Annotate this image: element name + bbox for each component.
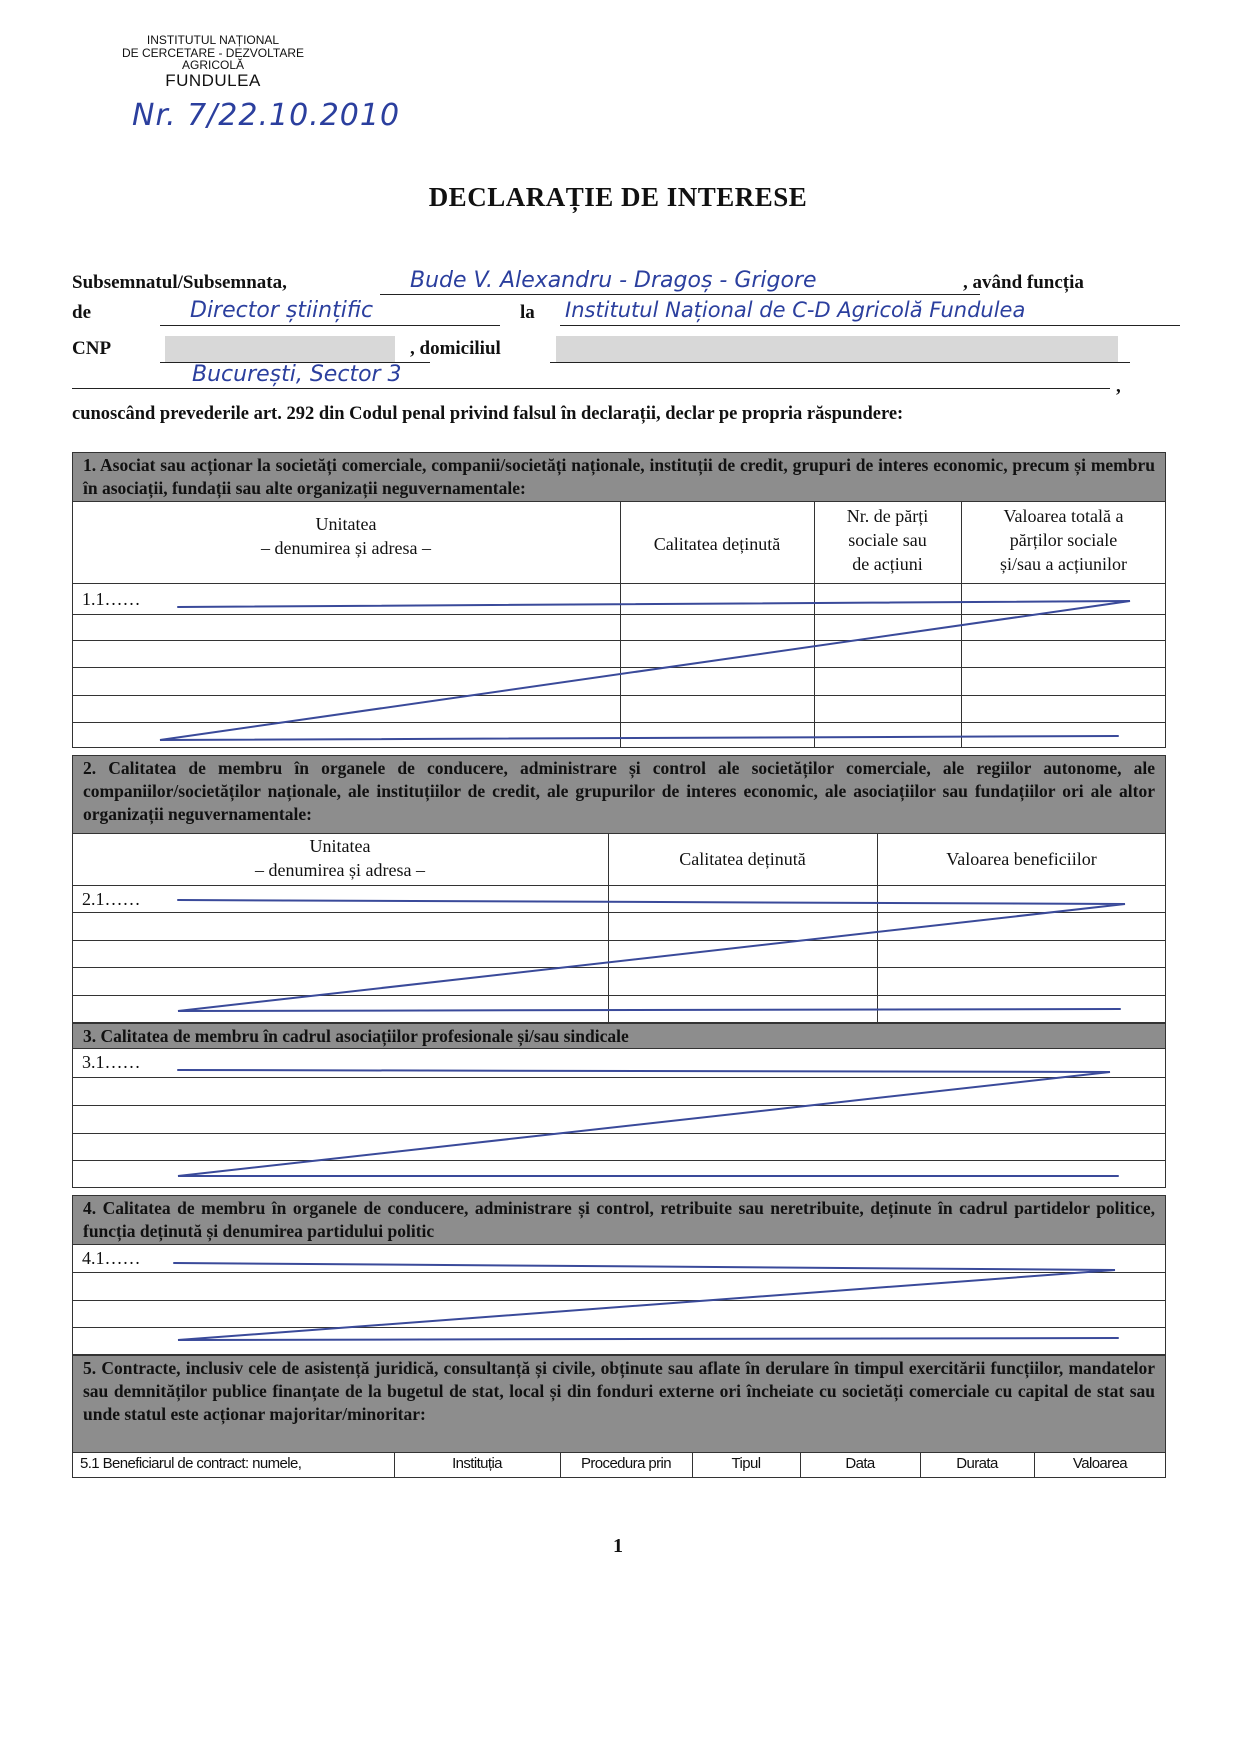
s5-header-institutia: Instituția: [452, 1455, 502, 1472]
s2-header-calitatea: Calitatea deținută: [679, 849, 806, 869]
page-title: DECLARAȚIE DE INTERESE: [428, 182, 808, 212]
statement-text: cunoscând prevederile art. 292 din Codul penal privind falsul în declarații, declar pe propria răspundere:: [72, 404, 904, 424]
s2-row-label: 2.1……: [82, 889, 141, 909]
institute-line-4: FUNDULEA: [165, 70, 261, 90]
avand-functia-label: , având funcția: [963, 272, 1084, 293]
s2-strike-z: [178, 900, 1125, 1011]
s4-row-label: 4.1……: [82, 1248, 141, 1268]
s5-header-valoarea: Valoarea: [1072, 1455, 1128, 1472]
address-value: București, Sector 3: [192, 362, 402, 387]
institute-line-2: DE CERCETARE - DEZVOLTARE: [121, 45, 305, 60]
domiciliul-label: , domiciliul: [410, 338, 501, 359]
institute-line-1: INSTITUTUL NAȚIONAL: [146, 33, 280, 47]
section-2-heading: 2. Calitatea de membru în organele de conducere, administrare și control ale societăților comerciale, ale regiilor autonome, ale companiilor/societăților naționale, ale instituțiilor de credit, ale grupurilor de interes economic, ale asociațiilor sau fundațiilor ori ale altor organizații neguvernamentale:: [72, 755, 1166, 834]
section-3-heading: 3. Calitatea de membru în cadrul asociațiilor profesionale și/sau sindicale: [72, 1023, 1166, 1049]
section-4-heading: 4. Calitatea de membru în organele de conducere, administrare și control, retribuite sau neretribuite, deținute în cadrul partidelor politice, funcția deținută și denumirea partidului politic: [72, 1195, 1166, 1245]
s2-header-unitatea: Unitatea – denumirea și adresa –: [255, 836, 425, 880]
s5-header-durata: Durata: [956, 1455, 998, 1472]
s1-strike-z: [160, 601, 1130, 740]
function-value: Director științific: [190, 298, 374, 323]
institute-line-3: AGRICOLĂ: [181, 58, 244, 73]
s1-header-unitatea: Unitatea – denumirea și adresa –: [261, 514, 431, 558]
cnp-label: CNP: [72, 338, 112, 359]
s1-header-calitatea: Calitatea deținută: [653, 534, 781, 554]
s5-header-procedura: Procedura prin: [581, 1455, 671, 1472]
s3-strike-z: [178, 1070, 1118, 1176]
section-5-heading: 5. Contracte, inclusiv cele de asistență juridică, consultanță și civile, obținute sau aflate în derulare în timpul exercitării funcțiilor, mandatelor sau demnităților publice finanțate de la bugetul de stat, local și din fonduri externe ori încheiate cu societăți comerciale cu capital de stat sau unde statul este acționar majoritar/minoritar:: [72, 1355, 1166, 1453]
s1-header-valoarea: Valoarea totală a părților sociale și/sau a acțiunilor: [1000, 506, 1127, 574]
de-label: de: [72, 302, 91, 323]
s3-row-label: 3.1……: [82, 1052, 141, 1072]
declarant-name: Bude V. Alexandru - Dragoș - Grigore: [410, 268, 817, 293]
s4-strike-z: [174, 1263, 1118, 1340]
la-label: la: [520, 302, 535, 323]
s5-header-tipul: Tipul: [731, 1455, 761, 1472]
s1-header-nr-parti: Nr. de părți sociale sau de acțiuni: [846, 506, 929, 574]
registration-number: Nr. 7/22.10.2010: [132, 98, 401, 133]
s5-header-data: Data: [845, 1455, 875, 1472]
address-comma: ,: [1116, 376, 1121, 397]
s2-header-valoarea: Valoarea beneficiilor: [946, 849, 1097, 869]
s1-row-label: 1.1……: [82, 589, 141, 609]
section-1-heading: 1. Asociat sau acționar la societăți comerciale, companii/societăți naționale, instituții de credit, grupuri de interes economic, precum și membru în asociații, fundații sau alte organizații neguvernamentale:: [72, 452, 1166, 502]
subsemnatul-label: Subsemnatul/Subsemnata,: [72, 272, 287, 293]
s5-header-beneficiar: 5.1 Beneficiarul de contract: numele,: [80, 1455, 302, 1472]
page-number: 1: [613, 1535, 623, 1557]
institution-value: Institutul Național de C-D Agricolă Fundulea: [565, 298, 1026, 322]
